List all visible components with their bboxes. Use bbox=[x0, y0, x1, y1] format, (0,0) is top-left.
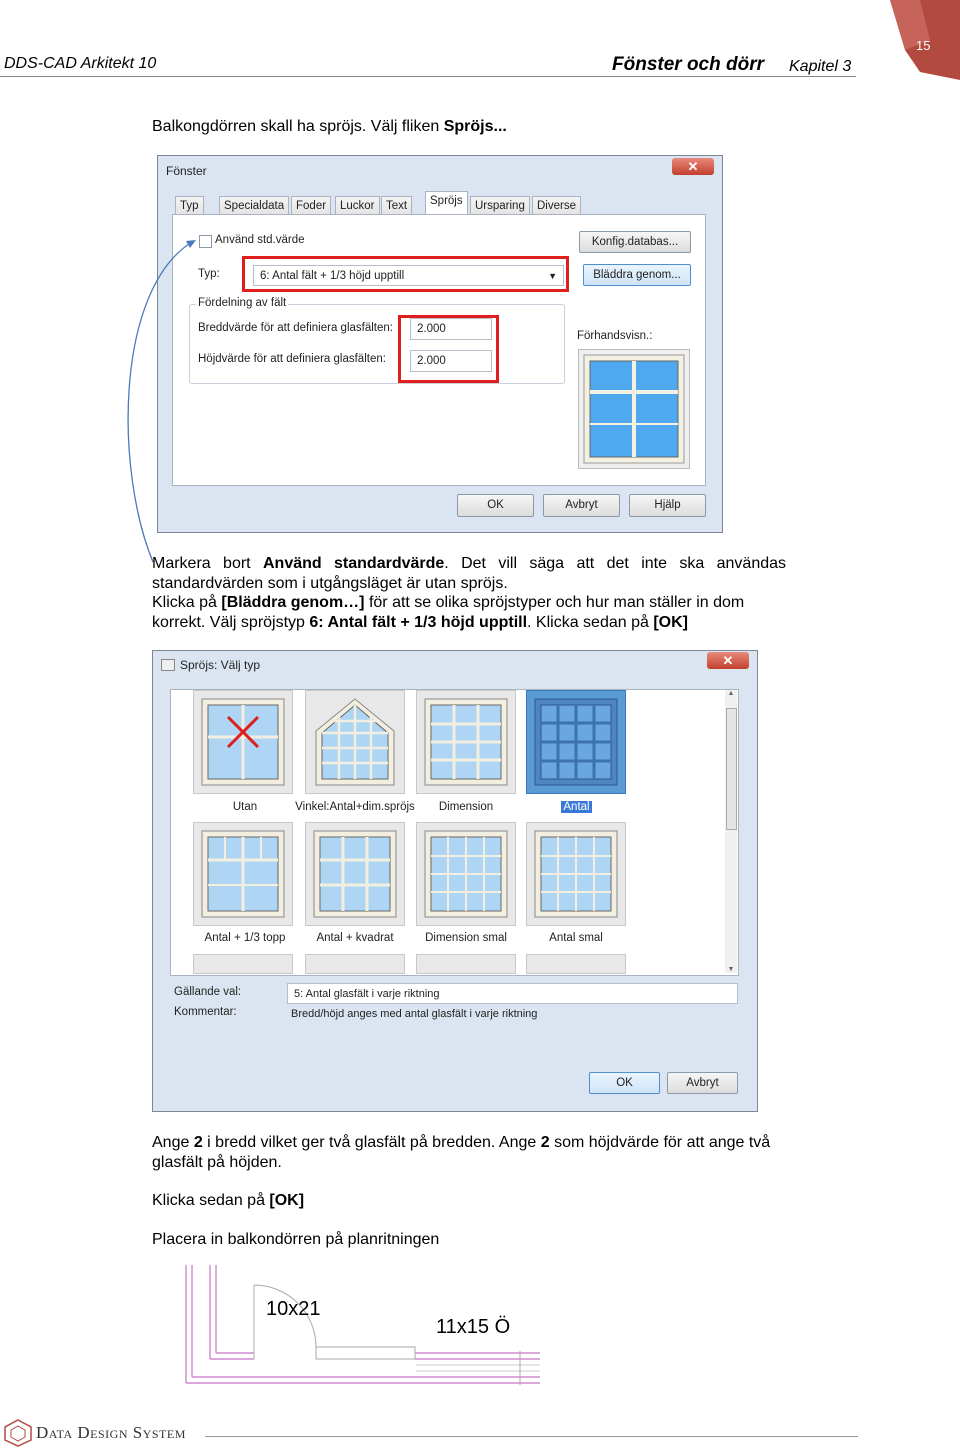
tab-luckor[interactable]: Luckor bbox=[335, 196, 380, 215]
footer-brand: Data Design System bbox=[36, 1423, 186, 1442]
dialog-icon bbox=[161, 659, 175, 671]
para2-text2: . Det vill säga att det inte ska användas standardvärden som i utgångsläget är utan spröjs. bbox=[152, 555, 787, 592]
tab-specialdata[interactable]: Specialdata bbox=[219, 196, 289, 215]
thumb-dimension-smal[interactable] bbox=[416, 822, 516, 926]
thumb-antal-smal[interactable] bbox=[526, 822, 626, 926]
para2-bold1: Använd standardvärde bbox=[262, 555, 445, 572]
tab-ursparing[interactable]: Ursparing bbox=[470, 196, 530, 215]
para2-bold4: [OK] bbox=[653, 613, 688, 631]
close-button[interactable]: ✕ bbox=[707, 652, 749, 669]
window-dimension-icon bbox=[417, 691, 515, 793]
comment-label: Kommentar: bbox=[174, 1006, 237, 1018]
close-button[interactable]: ✕ bbox=[672, 158, 714, 175]
para3-text2: i bredd vilket ger två glasfält på bredden. Ange bbox=[202, 1134, 541, 1151]
typ-label: Typ: bbox=[198, 268, 220, 280]
instruction-paragraph-2 bbox=[152, 593, 786, 632]
scroll-thumb[interactable] bbox=[726, 708, 737, 830]
window-utan-icon bbox=[194, 691, 292, 793]
header-title: Fönster och dörr bbox=[612, 54, 765, 75]
scroll-down-icon[interactable]: ▼ bbox=[727, 966, 735, 973]
dialog-title: Spröjs: Välj typ bbox=[180, 658, 261, 672]
para2-text4: för att se olika spröjstyper och hur man ställer in dom korrekt. Välj spröjstyp bbox=[152, 594, 745, 631]
chevron-down-icon: ▼ bbox=[548, 271, 557, 281]
header-rule bbox=[0, 76, 856, 77]
window-kvadrat-icon bbox=[306, 823, 404, 925]
thumb-antal-13-topp[interactable] bbox=[193, 822, 293, 926]
group-label: Fördelning av fält bbox=[198, 297, 287, 309]
field-distribution-group bbox=[189, 304, 565, 384]
footer-rule bbox=[205, 1436, 858, 1437]
bredd-label: Breddvärde för att definiera glasfälten: bbox=[198, 322, 393, 334]
para3-bold2: 2 bbox=[540, 1134, 550, 1151]
header-product: DDS-CAD Arkitekt 10 bbox=[4, 55, 157, 72]
value-instruction bbox=[152, 1133, 786, 1172]
typ-value: 6: Antal fält + 1/3 höjd upptill bbox=[260, 270, 405, 282]
thumb-label-antal-smal: Antal smal bbox=[549, 932, 603, 944]
hojd-input[interactable]: 2.000 bbox=[410, 350, 492, 372]
tab-diverse[interactable]: Diverse bbox=[532, 196, 581, 215]
para2-text3: Klicka på bbox=[152, 594, 222, 611]
help-button[interactable]: Hjälp bbox=[629, 494, 706, 517]
bladdra-button[interactable]: Bläddra genom... bbox=[583, 264, 691, 286]
placement-instruction: Placera in balkondörren på planritningen bbox=[152, 1231, 440, 1248]
thumb-label-antal-topp: Antal + 1/3 topp bbox=[204, 932, 286, 944]
thumb-dimension[interactable] bbox=[416, 690, 516, 794]
header-chapter: Kapitel 3 bbox=[789, 58, 852, 75]
intro-bold: Spröjs... bbox=[443, 118, 507, 135]
instruction-paragraph bbox=[152, 554, 786, 593]
para4-text: Klicka sedan på bbox=[152, 1192, 270, 1209]
window-vinkel-icon bbox=[306, 691, 404, 793]
annotation-arrow bbox=[120, 230, 210, 570]
dialog-title: Fönster bbox=[166, 164, 207, 178]
bredd-input[interactable]: 2.000 bbox=[410, 318, 492, 340]
ok-button[interactable]: OK bbox=[457, 494, 534, 517]
thumb-label-vinkel: Vinkel:Antal+dim.spröjs bbox=[295, 801, 415, 813]
cancel-button[interactable]: Avbryt bbox=[543, 494, 620, 517]
intro-paragraph bbox=[152, 117, 786, 137]
comment-value: Bredd/höjd anges med antal glasfält i varje riktning bbox=[291, 1008, 538, 1020]
intro-text: Balkongdörren skall ha spröjs. Välj fliken bbox=[152, 118, 444, 135]
highlight-typ bbox=[242, 256, 569, 292]
thumb-label-utan: Utan bbox=[232, 801, 258, 813]
window-antal-topp-icon bbox=[194, 823, 292, 925]
gallery-scrollbar[interactable] bbox=[725, 690, 737, 973]
selected-label: Gällande val: bbox=[174, 986, 242, 998]
thumb-antal[interactable] bbox=[526, 690, 626, 794]
para2-bold3: 6: Antal fält + 1/3 höjd upptill bbox=[309, 613, 528, 631]
para3-text3: som höjdvärde för att ange två glasfält på höjden. bbox=[152, 1134, 771, 1171]
window-label: 11x15 Ö bbox=[436, 1316, 511, 1338]
thumb-label-dimension-smal: Dimension smal bbox=[425, 932, 507, 944]
para4-bold: [OK] bbox=[269, 1192, 305, 1209]
para3-bold1: 2 bbox=[193, 1134, 203, 1151]
cancel-button[interactable]: Avbryt bbox=[667, 1072, 738, 1094]
dds-logo-icon bbox=[4, 1419, 32, 1447]
para3-text1: Ange bbox=[152, 1134, 194, 1151]
ok-button[interactable]: OK bbox=[589, 1072, 660, 1094]
selected-value: 5: Antal glasfält i varje riktning bbox=[287, 983, 738, 1004]
tab-foder[interactable]: Foder bbox=[291, 196, 331, 215]
para2-text5: . Klicka sedan på bbox=[527, 613, 654, 631]
highlight-values bbox=[398, 315, 499, 383]
para2-text1: Markera bort bbox=[152, 555, 263, 572]
door-label: 10x21 bbox=[266, 1298, 321, 1320]
window-dimension-smal-icon bbox=[417, 823, 515, 925]
tab-typ[interactable]: Typ bbox=[175, 196, 204, 215]
window-antal-icon bbox=[527, 691, 625, 793]
thumb-label-antal: Antal bbox=[561, 801, 592, 813]
thumb-antal-kvadrat[interactable] bbox=[305, 822, 405, 926]
tab-sprojs[interactable]: Spröjs bbox=[425, 191, 468, 214]
thumb-utan[interactable] bbox=[193, 690, 293, 794]
thumb-vinkel[interactable] bbox=[305, 690, 405, 794]
window-preview-icon bbox=[578, 349, 690, 469]
page-number: 15 bbox=[916, 38, 931, 53]
thumb-label-kvadrat: Antal + kvadrat bbox=[316, 932, 394, 944]
ok-instruction bbox=[152, 1191, 786, 1211]
thumb-row-partial bbox=[193, 954, 627, 974]
tab-text[interactable]: Text bbox=[381, 196, 412, 215]
hojd-label: Höjdvärde för att definiera glasfälten: bbox=[198, 353, 386, 365]
scroll-up-icon[interactable]: ▲ bbox=[727, 690, 735, 697]
preview-label: Förhandsvisn.: bbox=[577, 330, 653, 342]
thumb-label-dimension: Dimension bbox=[438, 801, 494, 813]
std-value-label: Använd std.värde bbox=[215, 234, 305, 246]
window-antal-smal-icon bbox=[527, 823, 625, 925]
konfig-button[interactable]: Konfig.databas... bbox=[579, 231, 691, 253]
para2-bold2: [Bläddra genom…] bbox=[221, 594, 365, 611]
